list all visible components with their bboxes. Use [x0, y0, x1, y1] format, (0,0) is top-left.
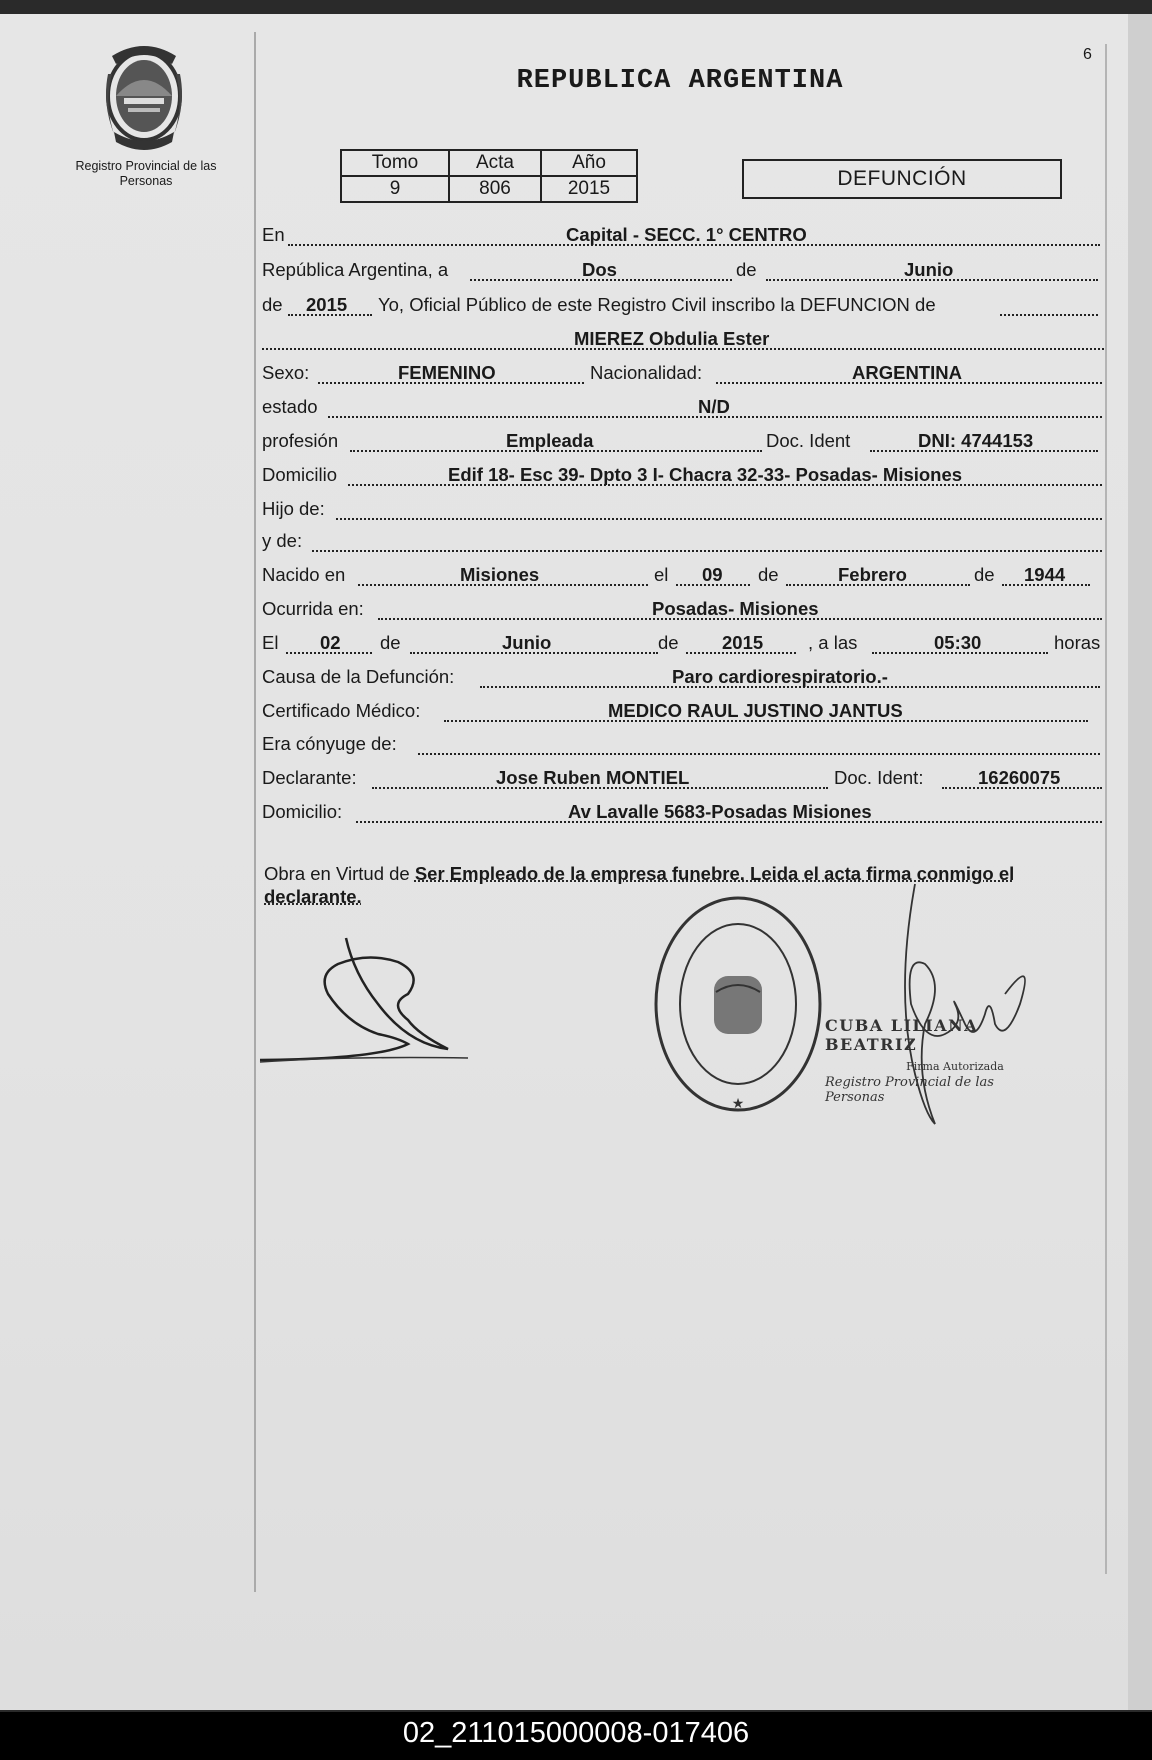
row-y-de: y de:	[262, 530, 1104, 560]
day-value: Dos	[582, 259, 617, 280]
marital-status-value: N/D	[698, 396, 730, 417]
page-edge-shadow	[1128, 14, 1152, 1710]
page-number: 6	[1083, 46, 1092, 63]
registry-name: Registro Provincial de las Personas	[75, 159, 217, 188]
tomo-value: 9	[341, 176, 449, 202]
anio-value: 2015	[541, 176, 637, 202]
official-registry: Registro Provincial de las Personas	[825, 1075, 994, 1105]
row-nombre	[262, 328, 1104, 358]
official-signature-block	[825, 1016, 1055, 1105]
birth-year-value: 1944	[1024, 564, 1066, 585]
acta-header: Acta	[449, 150, 541, 176]
death-month-value: Junio	[502, 632, 552, 653]
obra-en-virtud: Obra en Virtud de Ser Empleado de la empresa funebre. Leida el acta firma conmigo el declarante.	[264, 863, 1015, 907]
record-type-box: DEFUNCIÓN	[742, 159, 1062, 199]
deceased-name: MIEREZ Obdulia Ester	[574, 328, 770, 349]
row-declarante: Declarante: Jose Ruben MONTIEL Doc. Ident: 16260075	[262, 767, 1104, 797]
document-title: REPUBLICA ARGENTINA	[516, 66, 844, 96]
row-sexo: Sexo: FEMENINO Nacionalidad: ARGENTINA	[262, 362, 1104, 392]
place-value: Capital - SECC. 1° CENTRO	[566, 224, 807, 245]
row-domicilio-declarante: Domicilio: Av Lavalle 5683-Posadas Misiones	[262, 801, 1104, 831]
official-role: Firma Autorizada	[906, 1060, 1004, 1073]
row-conyuge: Era cónyuge de:	[262, 733, 1104, 763]
scan-identifier: 02_211015000008-017406	[0, 1712, 1152, 1760]
cause-value: Paro cardiorespiratorio.-	[672, 666, 888, 687]
doctor-value: MEDICO RAUL JUSTINO JANTUS	[608, 700, 903, 721]
address-value: Edif 18- Esc 39- Dpto 3 I- Chacra 32-33- Posadas- Misiones	[448, 464, 963, 485]
margin-line-left	[254, 32, 256, 1592]
row-fecha-acta: República Argentina, a Dos de Junio	[262, 259, 1104, 289]
declarant-address-value: Av Lavalle 5683-Posadas Misiones	[568, 801, 872, 822]
certificate-page	[0, 14, 1152, 1710]
row-en: En Capital - SECC. 1° CENTRO	[262, 224, 1104, 254]
birth-month-value: Febrero	[838, 564, 907, 585]
row-fecha-defuncion: El 02 de Junio de 2015 , a las 05:30 horas	[262, 632, 1101, 653]
official-stamp	[650, 894, 826, 1124]
year-value: 2015	[306, 294, 348, 315]
row-profesion: profesión Empleada Doc. Ident DNI: 4744153	[262, 430, 1104, 460]
sex-value: FEMENINO	[398, 362, 496, 383]
tomo-header: Tomo	[341, 150, 449, 176]
book-reference-table	[340, 149, 638, 203]
dni-value: DNI: 4744153	[918, 430, 1034, 451]
row-ocurrida: Ocurrida en: Posadas- Misiones	[262, 598, 1104, 628]
anio-header: Año	[541, 150, 637, 176]
row-nacimiento: Nacido en Misiones el 09 de Febrero de 1944	[262, 564, 1104, 594]
nationality-value: ARGENTINA	[852, 362, 962, 383]
birth-day-value: 09	[702, 564, 723, 585]
death-year-value: 2015	[722, 632, 764, 653]
declarant-value: Jose Ruben MONTIEL	[496, 767, 690, 788]
row-hijo: Hijo de:	[262, 498, 1104, 528]
margin-line-right	[1105, 44, 1107, 1574]
death-time-value: 05:30	[934, 632, 982, 653]
acta-value: 806	[449, 176, 541, 202]
row-domicilio: Domicilio Edif 18- Esc 39- Dpto 3 I- Chacra 32-33- Posadas- Misiones	[262, 464, 1104, 494]
svg-text:★: ★	[731, 1096, 745, 1112]
row-inscribo: de 2015 Yo, Oficial Público de este Registro Civil inscribo la DEFUNCION de	[262, 294, 1104, 324]
row-estado: estado N/D	[262, 396, 1104, 426]
month-value: Junio	[904, 259, 954, 280]
birthplace-value: Misiones	[460, 564, 540, 585]
official-name: CUBA LILIANA BEATRIZ	[825, 1016, 979, 1054]
declarant-signature	[258, 934, 478, 1084]
obra-value: Ser Empleado de la empresa funebre. Leida el acta firma conmigo el declarante.	[264, 863, 1015, 907]
provincial-emblem-icon	[94, 34, 194, 154]
declarant-doc-value: 16260075	[978, 767, 1061, 788]
row-causa: Causa de la Defunción: Paro cardiorespiratorio.-	[262, 666, 1104, 696]
profession-value: Empleada	[506, 430, 594, 451]
death-day-value: 02	[320, 632, 341, 653]
row-certificado: Certificado Médico: MEDICO RAUL JUSTINO JANTUS	[262, 700, 1104, 730]
death-place-value: Posadas- Misiones	[652, 598, 819, 619]
